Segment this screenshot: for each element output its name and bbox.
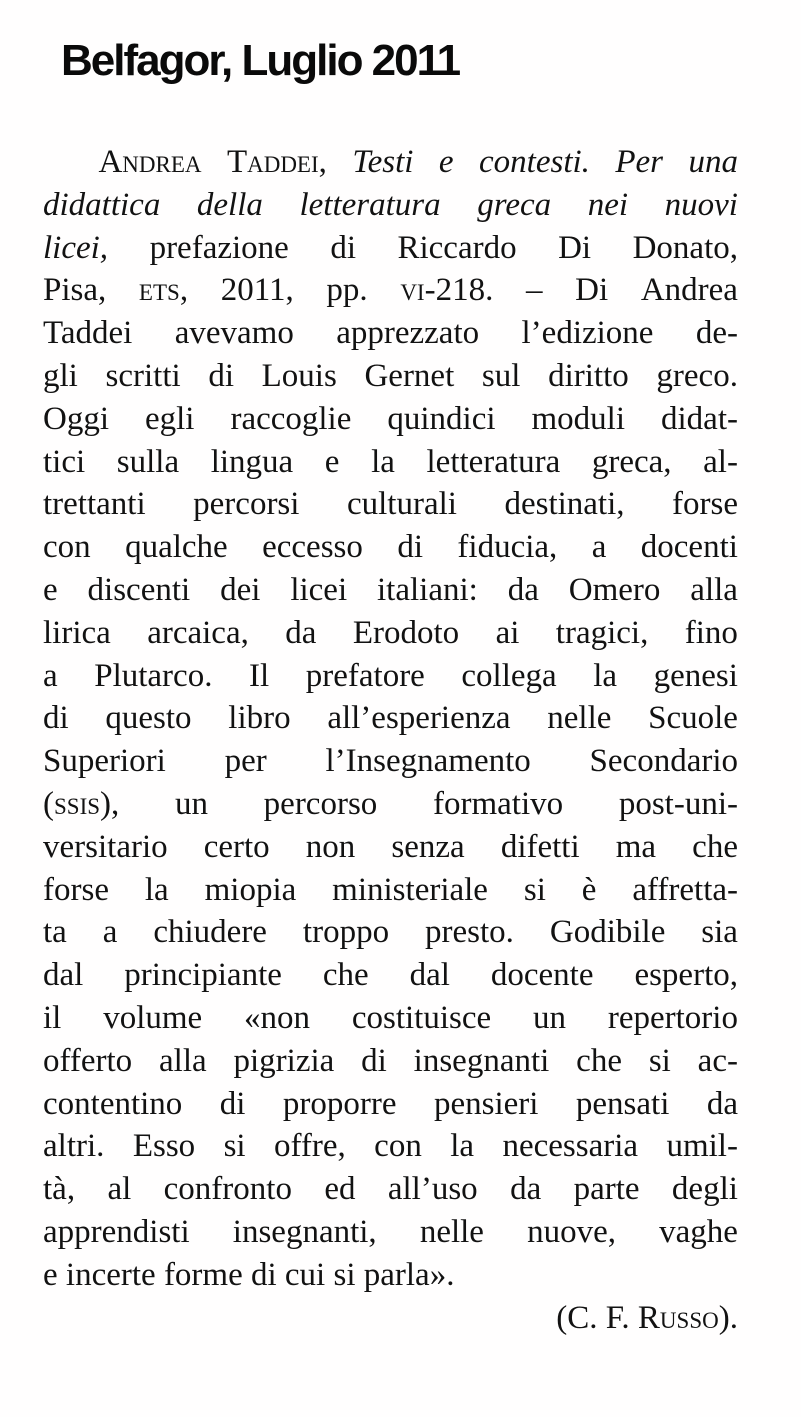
word: un (533, 999, 567, 1036)
word: forse (43, 871, 109, 908)
text-line (43, 1125, 738, 1168)
word: umil- (666, 1128, 738, 1165)
word: l’edizione (521, 315, 654, 352)
word: 2011, (220, 272, 294, 309)
word: didattica (43, 186, 161, 223)
word: qualche (125, 529, 228, 566)
word: da (706, 1085, 738, 1122)
word: eccesso (262, 529, 363, 566)
word: nelle (547, 700, 612, 737)
word: ta (43, 914, 67, 951)
word: ministeriale (332, 871, 488, 908)
word: docenti (640, 529, 738, 566)
word: Louis (261, 357, 337, 394)
word: alla (159, 1042, 207, 1079)
signature-line (43, 1297, 738, 1340)
word: e (324, 443, 340, 480)
word: genesi (653, 657, 738, 694)
text-line (43, 869, 738, 912)
word: contesti. (479, 144, 590, 180)
word: a (43, 657, 58, 694)
word: l’Insegnamento (325, 743, 531, 780)
word: libro (228, 700, 291, 737)
word: nelle (419, 1213, 484, 1250)
word: sia (701, 914, 738, 951)
word: Oggi (43, 400, 109, 437)
word: Di (575, 272, 609, 309)
word: di (219, 1085, 246, 1122)
word: percorsi (193, 486, 300, 523)
word: con (374, 1128, 422, 1165)
word: Testi (352, 144, 414, 180)
word: e (43, 1256, 58, 1293)
word: ai (495, 614, 520, 651)
word: moduli (531, 400, 626, 437)
text-line (43, 569, 738, 612)
word: da (510, 1171, 542, 1208)
word: si (333, 1256, 356, 1293)
word: all’uso (387, 1171, 478, 1208)
word: post-uni- (618, 785, 738, 822)
text-line (43, 398, 738, 441)
word: pensati (575, 1085, 670, 1122)
word: troppo (302, 914, 390, 951)
text-line (43, 655, 738, 698)
word: egli (144, 400, 195, 437)
word: «non (244, 999, 311, 1036)
word: formativo (432, 785, 564, 822)
journal-masthead-title: Belfagor, Luglio 2011 (61, 36, 460, 85)
word: – (526, 272, 543, 309)
word: apprezzato (336, 315, 480, 352)
word: una (688, 144, 738, 180)
word: dal (409, 957, 450, 994)
word: di (361, 1042, 387, 1079)
word: di (250, 1256, 277, 1293)
word: al- (703, 443, 738, 480)
word: percorso (263, 785, 378, 822)
word: F. (605, 1299, 630, 1336)
word: la (593, 657, 618, 694)
text-line (43, 826, 738, 869)
word: la (144, 871, 169, 908)
word: Erodoto (352, 614, 460, 651)
word: questo (105, 700, 192, 737)
word: tà, (43, 1171, 76, 1208)
word: è (581, 871, 597, 908)
text-line (43, 483, 738, 526)
word: alla (690, 571, 738, 608)
word: di (330, 229, 356, 266)
word: della (196, 186, 263, 223)
text-line (43, 1168, 738, 1211)
text-line (43, 141, 738, 184)
word: licei, (43, 229, 109, 266)
word: insegnanti (413, 1042, 550, 1079)
word: Pisa, (43, 272, 107, 309)
text-line (43, 997, 738, 1040)
word: dei (220, 571, 261, 608)
word: ma (615, 828, 657, 865)
review-text (43, 141, 738, 1339)
text-line (43, 312, 738, 355)
word: e (43, 571, 58, 608)
word: Superiori (43, 743, 166, 780)
word: e (438, 144, 454, 180)
word: ets, (138, 272, 189, 309)
word: senza (391, 828, 465, 865)
word: Taddei (43, 315, 133, 352)
word: offerto (43, 1042, 133, 1079)
word: Godibile (549, 914, 666, 951)
word: il (43, 999, 62, 1036)
word: letteratura (426, 443, 561, 480)
word: raccoglie (230, 400, 352, 437)
word: contentino (43, 1085, 183, 1122)
word: Di (558, 229, 592, 266)
text-line (43, 1040, 738, 1083)
word: pp. (326, 272, 368, 309)
word: proporre (282, 1085, 397, 1122)
word: chiudere (153, 914, 267, 951)
text-line (43, 227, 738, 270)
word: forme (163, 1256, 243, 1293)
word: parte (573, 1171, 640, 1208)
word: tragici, (555, 614, 649, 651)
word: destinati, (504, 486, 625, 523)
word: Scuole (648, 700, 738, 737)
word: affretta- (632, 871, 738, 908)
word: collega (461, 657, 557, 694)
word: incerte (65, 1256, 156, 1293)
word: Esso (132, 1128, 196, 1165)
word: Gernet (364, 357, 455, 394)
word: pigrizia (233, 1042, 335, 1079)
text-line (43, 184, 738, 227)
word: lirica (43, 614, 111, 651)
word: trettanti (43, 486, 146, 523)
word: si (223, 1128, 246, 1165)
word: offre, (273, 1128, 346, 1165)
word: cui (284, 1256, 326, 1293)
word: vi-218. (400, 272, 494, 309)
text-line (43, 740, 738, 783)
word: Riccardo (397, 229, 517, 266)
text-line (43, 526, 738, 569)
word: letteratura (299, 186, 441, 223)
word: a (102, 914, 118, 951)
word: volume (103, 999, 203, 1036)
word: la (450, 1128, 475, 1165)
text-line (43, 355, 738, 398)
text-line (43, 269, 738, 312)
word: culturali (346, 486, 457, 523)
word: con (43, 529, 91, 566)
word: che (576, 1042, 622, 1079)
word: (C. (556, 1299, 598, 1336)
word: prefatore (305, 657, 425, 694)
word: difetti (500, 828, 580, 865)
text-line (43, 1211, 738, 1254)
word: Russo). (637, 1299, 738, 1336)
text-line (43, 441, 738, 484)
word: principiante (124, 957, 282, 994)
word: confronto (163, 1171, 292, 1208)
word: lingua (210, 443, 294, 480)
text-line (43, 697, 738, 740)
word: si (523, 871, 546, 908)
word: italiani: (377, 571, 478, 608)
word: un (174, 785, 208, 822)
word: fiducia, (457, 529, 558, 566)
word: di (397, 529, 423, 566)
word: diritto (548, 357, 629, 394)
word: versitario (43, 828, 168, 865)
word: sulla (116, 443, 180, 480)
word: Plutarco. (94, 657, 213, 694)
word: discenti (87, 571, 191, 608)
word: forse (672, 486, 738, 523)
word: sul (481, 357, 521, 394)
word: dal (43, 957, 84, 994)
word: scritti (105, 357, 181, 394)
word: prefazione (149, 229, 289, 266)
word: nuovi (664, 186, 738, 223)
text-line (43, 783, 738, 826)
word: Il (249, 657, 270, 694)
word: (ssis), (43, 785, 120, 822)
word: greca (477, 186, 552, 223)
word: non (305, 828, 356, 865)
word: fino (684, 614, 738, 651)
word: Omero (568, 571, 661, 608)
word: de- (695, 315, 738, 352)
word: per (224, 743, 267, 780)
word: Andrea (640, 272, 738, 309)
word: che (692, 828, 738, 865)
word: Secondario (589, 743, 738, 780)
word: Per (615, 144, 664, 180)
word: si (648, 1042, 671, 1079)
word: arcaica, (147, 614, 249, 651)
word: da (507, 571, 539, 608)
word: costituisce (351, 999, 492, 1036)
word: greca, (591, 443, 672, 480)
word: Donato, (632, 229, 738, 266)
text-line (43, 1254, 738, 1297)
text-line (43, 954, 738, 997)
word: da (285, 614, 317, 651)
word: presto. (425, 914, 514, 951)
word: Taddei, (226, 144, 327, 180)
word: ac- (697, 1042, 738, 1079)
word: altri. (43, 1128, 105, 1165)
word: gli (43, 357, 78, 394)
word: nei (587, 186, 629, 223)
word: a (591, 529, 607, 566)
word: Andrea (98, 144, 202, 180)
word: insegnanti, (232, 1213, 377, 1250)
word: avevamo (174, 315, 294, 352)
word: necessaria (502, 1128, 639, 1165)
word: degli (671, 1171, 738, 1208)
word: nuove, (527, 1213, 617, 1250)
word: didat- (661, 400, 738, 437)
word: certo (203, 828, 270, 865)
text-line (43, 612, 738, 655)
text-line (43, 1083, 738, 1126)
word: di (208, 357, 234, 394)
word: docente (490, 957, 594, 994)
word: ed (324, 1171, 356, 1208)
word: vaghe (659, 1213, 738, 1250)
word: all’esperienza (327, 700, 511, 737)
word: repertorio (607, 999, 738, 1036)
word: di (43, 700, 69, 737)
word: parla». (363, 1256, 455, 1293)
text-line (43, 911, 738, 954)
word: esperto, (634, 957, 738, 994)
word: miopia (204, 871, 297, 908)
word: tici (43, 443, 86, 480)
word: apprendisti (43, 1213, 190, 1250)
word: greco. (656, 357, 738, 394)
word: licei (290, 571, 348, 608)
word: al (107, 1171, 132, 1208)
word: pensieri (433, 1085, 539, 1122)
word: la (371, 443, 395, 480)
word: quindici (387, 400, 496, 437)
word: che (322, 957, 369, 994)
